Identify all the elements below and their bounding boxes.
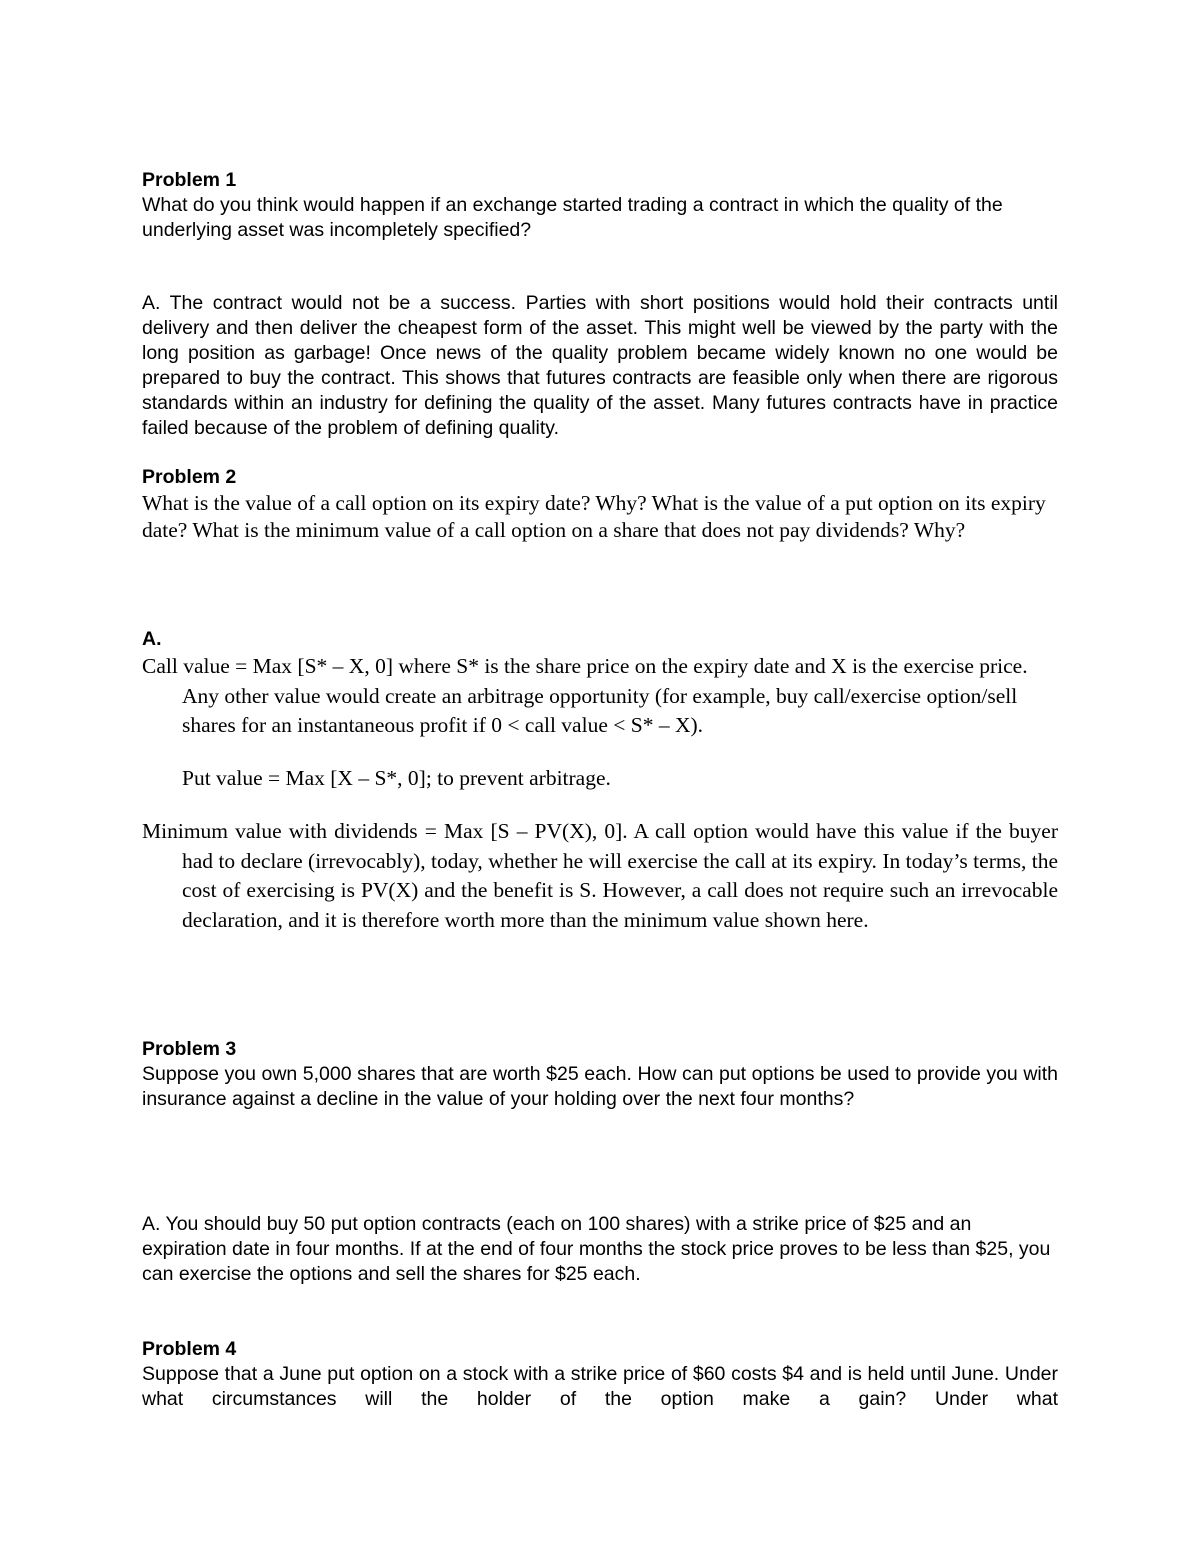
problem-3-answer: A. You should buy 50 put option contracts (each on 100 shares) with a strike price of $25 and an expiration date in four months. If at the end of four months the stock price proves to be less than $25, you can exercise the options and sell the shares for $25 each. — [142, 1213, 1051, 1285]
problem-2-minimum-value: Minimum value with dividends = Max [S – PV(X), 0]. A call option would have this value if the buyer had to declare (irrevocably), today, whether he will exercise the call at its expiry. In today’s terms, the cost of exercising is PV(X) and the benefit is S. However, a call does not require such an irrevocable declaration, and it is therefore worth more than the minimum value shown here. — [142, 819, 1058, 932]
problem-4-question: Suppose that a June put option on a stock with a strike price of $60 costs $4 and is held until June. Under what circumstances will the holder of the option make a gain? Under what — [142, 1363, 1058, 1410]
problem-2-question: What is the value of a call option on its expiry date? Why? What is the value of a put option on its expiry date? What is the minimum value of a call option on a share that does not pay dividends? Why? — [142, 491, 1046, 542]
problem-1-answer: A. The contract would not be a success. Parties with short positions would hold their contracts until delivery and then deliver the cheapest form of the asset. This might well be viewed by the party with the long position as garbage! Once news of the quality problem became widely known no one would be prepared to buy the contract. This shows that futures contracts are feasible only when there are rigorous standards within an industry for defining the quality of the asset. Many futures contracts have in practice failed because of the problem of defining quality. — [142, 292, 1058, 439]
problem-2-title: Problem 2 — [142, 466, 237, 488]
problem-1-title: Problem 1 — [142, 169, 237, 191]
problem-2-answer-label: A. — [142, 628, 162, 650]
problem-1-question: What do you think would happen if an exchange started trading a contract in which the quality of the underlying asset was incompletely specified? — [142, 194, 1003, 241]
problem-2-call-value: Call value = Max [S* – X, 0] where S* is the share price on the expiry date and X is the exercise price. Any other value would create an arbitrage opportunity (for example, buy call/exercise option/sell shares for an instantaneous profit if 0 < call value < S* – X). — [142, 654, 1028, 737]
problem-3-title: Problem 3 — [142, 1038, 237, 1060]
problem-3-question: Suppose you own 5,000 shares that are worth $25 each. How can put options be used to provide you with insurance against a decline in the value of your holding over the next four months? — [142, 1063, 1058, 1110]
problem-4-title: Problem 4 — [142, 1338, 237, 1360]
problem-2-put-value: Put value = Max [X – S*, 0]; to prevent arbitrage. — [182, 766, 611, 790]
